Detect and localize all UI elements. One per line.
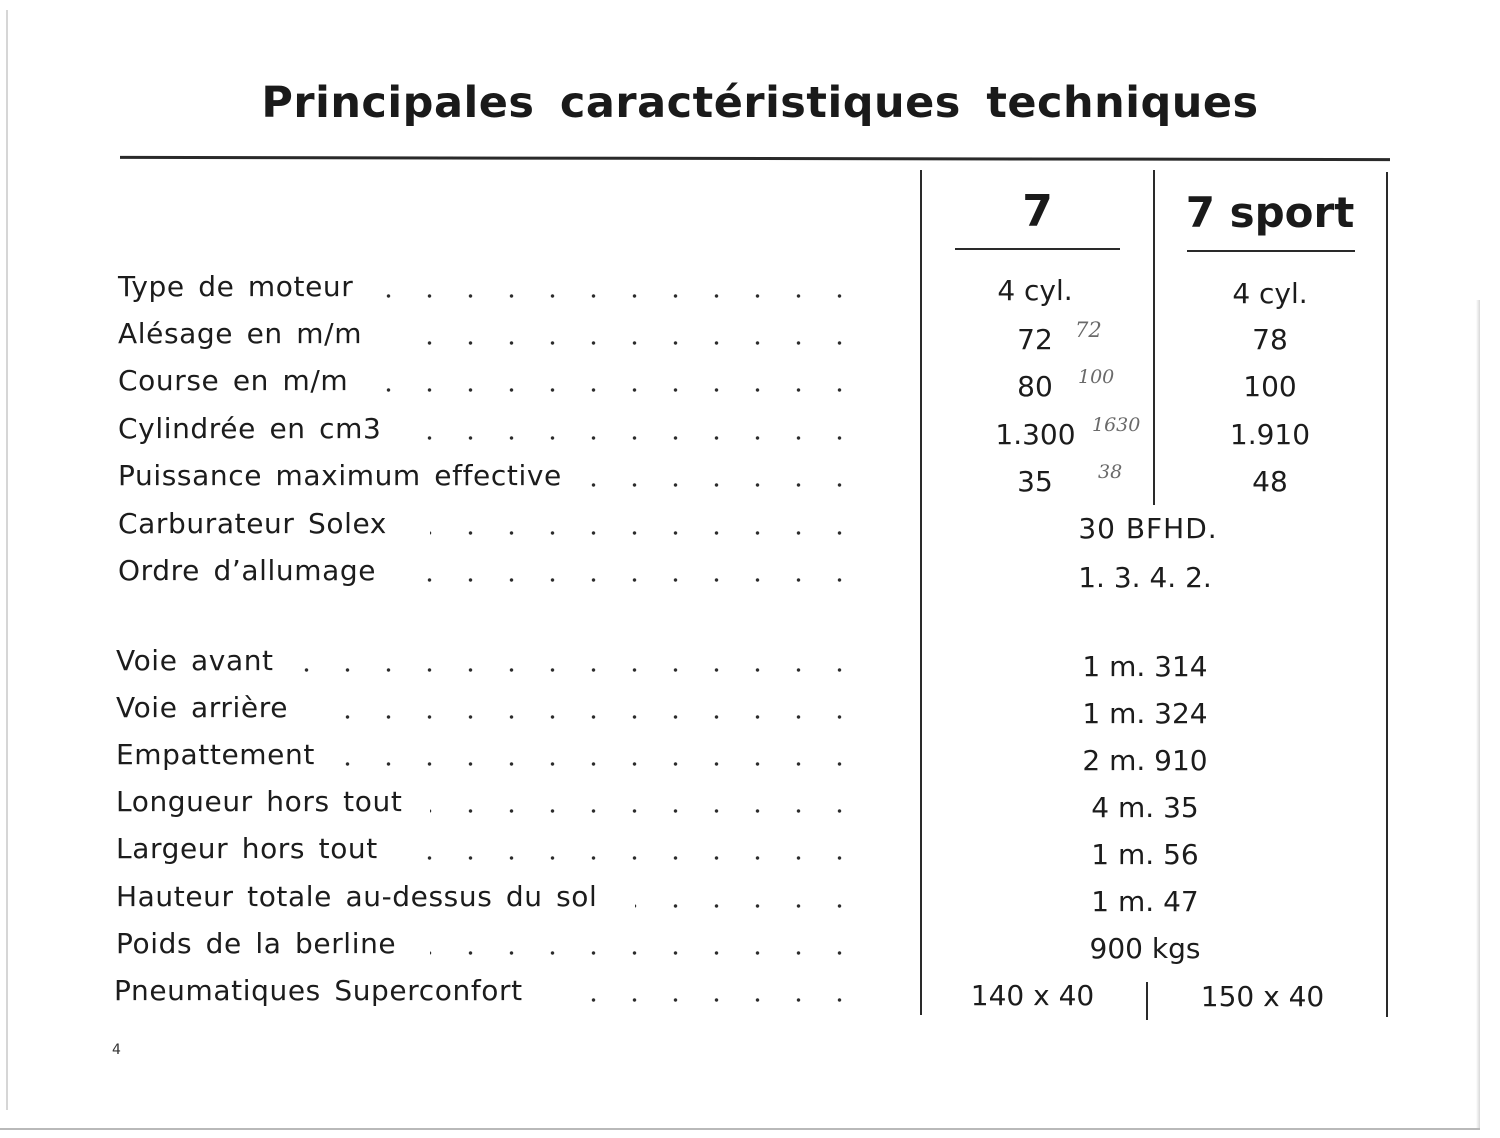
spec-label: Pneumatiques Superconfort <box>114 974 523 1007</box>
spec-label: Ordre d’allumage <box>118 554 377 587</box>
value-both-models: 30 BFHD. <box>1078 512 1218 545</box>
page-title: Principales caractéristiques techniques <box>261 78 1259 128</box>
spec-label: Empattement <box>116 738 315 771</box>
dot-leader <box>300 667 860 673</box>
dot-leader <box>410 435 860 441</box>
value-both-models: 1 m. 314 <box>1082 650 1208 683</box>
value-both-models: 4 m. 35 <box>1091 791 1199 824</box>
handwritten-correction: 72 <box>1075 318 1102 342</box>
dot-leader <box>400 340 860 346</box>
spec-label: Cylindrée en cm3 <box>118 412 382 445</box>
value-both-models: 1. 3. 4. 2. <box>1078 561 1212 594</box>
handwritten-correction: 38 <box>1098 461 1123 483</box>
column-header-7-rule <box>955 248 1120 250</box>
value-7-sport: 78 <box>1252 323 1288 356</box>
page-edge <box>6 10 8 1110</box>
spec-label: Course en m/m <box>118 364 349 397</box>
spec-label: Largeur hors tout <box>116 832 378 865</box>
value-7: 72 <box>1017 323 1053 356</box>
value-7-sport: 48 <box>1252 465 1288 498</box>
column-divider-left <box>920 170 922 1015</box>
page-number: 4 <box>112 1042 121 1058</box>
value-both-models: 1 m. 47 <box>1091 885 1199 918</box>
dot-leader <box>430 808 860 814</box>
dot-leader <box>320 761 860 767</box>
handwritten-correction: 1630 <box>1092 414 1141 436</box>
column-header-7-sport: 7 sport <box>1185 188 1355 237</box>
spec-label: Voie avant <box>116 644 274 677</box>
value-both-models: 1 m. 324 <box>1082 697 1208 730</box>
dot-leader <box>430 950 860 956</box>
spec-label: Longueur hors tout <box>116 785 403 818</box>
dot-leader <box>635 903 860 909</box>
dot-leader <box>420 855 860 861</box>
spec-label: Voie arrière <box>116 691 289 724</box>
dot-leader <box>400 577 860 583</box>
spec-label: Puissance maximum effective <box>118 459 562 492</box>
value-7: 35 <box>1017 465 1053 498</box>
column-divider-middle-lower <box>1146 982 1148 1020</box>
column-header-7: 7 <box>1022 186 1053 237</box>
value-7-sport: 150 x 40 <box>1200 980 1325 1013</box>
column-header-7-sport-rule <box>1187 250 1355 252</box>
value-both-models: 1 m. 56 <box>1091 838 1199 871</box>
dot-leader <box>380 293 860 299</box>
value-7-sport: 4 cyl. <box>1232 277 1308 310</box>
column-divider-right <box>1386 172 1388 1017</box>
value-7: 1.300 <box>995 418 1076 451</box>
dot-leader <box>320 714 860 720</box>
value-both-models: 2 m. 910 <box>1082 744 1208 777</box>
value-7-sport: 1.910 <box>1229 418 1311 451</box>
page-edge-shadow <box>1476 300 1480 1130</box>
value-7: 80 <box>1017 370 1053 403</box>
page-bottom-edge <box>0 1128 1480 1130</box>
dot-leader <box>370 387 860 393</box>
spec-label: Alésage en m/m <box>118 317 363 350</box>
dot-leader <box>590 482 860 488</box>
spec-label: Type de moteur <box>118 270 354 303</box>
value-7: 4 cyl. <box>997 274 1073 307</box>
spec-label: Hauteur totale au-dessus du sol <box>116 880 598 913</box>
spec-label: Poids de la berline <box>116 927 397 960</box>
value-7-sport: 100 <box>1243 370 1297 403</box>
title-rule <box>120 156 1390 161</box>
column-divider-middle-upper <box>1153 170 1155 505</box>
dot-leader <box>430 530 860 536</box>
dot-leader <box>570 997 860 1003</box>
value-both-models: 900 kgs <box>1089 932 1201 965</box>
value-7: 140 x 40 <box>970 979 1095 1012</box>
handwritten-correction: 100 <box>1078 366 1115 388</box>
spec-label: Carburateur Solex <box>118 507 387 540</box>
